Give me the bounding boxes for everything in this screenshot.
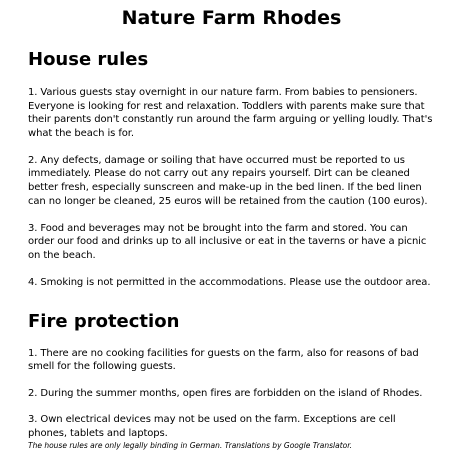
fire-rule-1: 1. There are no cooking facilities for guests on the farm, also for reasons of bad smell for the following guests. bbox=[28, 347, 419, 373]
house-rules-list bbox=[28, 86, 435, 290]
fire-protection-list bbox=[28, 347, 435, 441]
house-rule-2: 2. Any defects, damage or soiling that have occurred must be reported to us immediately. Please do not carry out any repairs yourself. Dirt can be cleaned better fresh, especially sunscreen and make-up in the bed linen. If the bed linen can no longer be cleaned, 25 euros will be retained from the caution (100 euros). bbox=[28, 154, 428, 207]
translation-note: The house rules are only legally binding in German. Translations by Google Translator. bbox=[28, 440, 353, 450]
house-rule-4: 4. Smoking is not permitted in the accommodations. Please use the outdoor area. bbox=[28, 277, 431, 289]
house-rule-1: 1. Various guests stay overnight in our nature farm. From babies to pensioners. Everyone is looking for rest and relaxation. Toddlers with parents make sure that their parents don't constantly run around the farm arguing or yelling loudly. That's what the beach is for. bbox=[28, 87, 433, 139]
fire-rule-2: 2. During the summer months, open fires are forbidden on the island of Rhodes. bbox=[28, 387, 423, 399]
fire-rule-3: 3. Own electrical devices may not be used on the farm. Exceptions are cell phones, tablets and laptops. bbox=[28, 414, 396, 439]
document-title: Nature Farm Rhodes bbox=[121, 7, 342, 29]
house-rules-heading: House rules bbox=[28, 49, 149, 70]
house-rule-3: 3. Food and beverages may not be brought into the farm and stored. You can order our food and drinks up to all inclusive or eat in the taverns or have a picnic on the beach. bbox=[28, 222, 427, 261]
fire-protection-heading: Fire protection bbox=[28, 310, 180, 332]
